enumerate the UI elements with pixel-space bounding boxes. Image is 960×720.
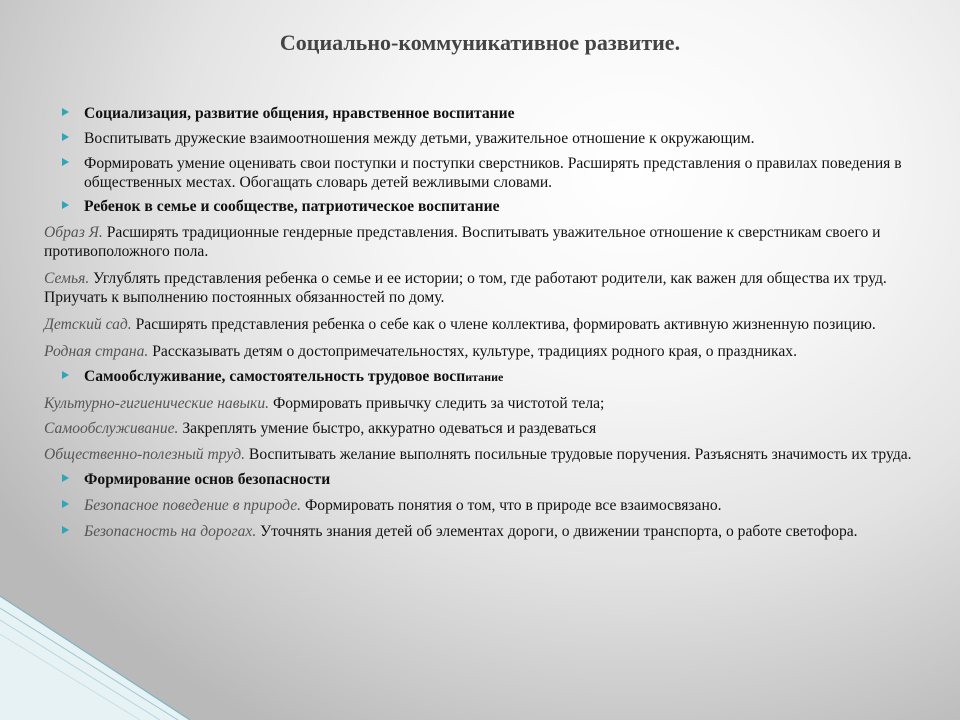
corner-decoration <box>0 580 190 720</box>
slide-title: Социально-коммуникативное развитие. <box>279 30 681 55</box>
paragraph: Культурно-гигиенические навыки. Формировать привычку следить за чистотой тела; <box>44 395 605 412</box>
paragraph: Детский сад. Расширять представления ребенка о себе как о члене коллектива, формировать активную жизненную позицию. <box>44 316 876 333</box>
paragraph: Образ Я. Расширять традиционные гендерные представления. Воспитывать уважительное отношение к сверстникам своего и противоположного пола. <box>44 224 881 260</box>
paragraph: Безопасность на дорогах. Уточнять знания детей об элементах дороги, о движении транспорта, о работе светофора. <box>44 522 924 541</box>
paragraph: Безопасное поведение в природе. Формировать понятия о том, что в природе все взаимосвязано. <box>44 496 924 515</box>
paragraph: Родная страна. Рассказывать детям о достопримечательностях, культуре, традициях родного края, о праздниках. <box>44 343 797 360</box>
section-heading: Формирование основ безопасности <box>44 470 924 489</box>
paragraph: Формировать умение оценивать свои поступки и поступки сверстников. Расширять представления о правилах поведения в общественных местах. Обогащать словарь детей вежливыми словами. <box>44 154 924 192</box>
paragraph: Самообслуживание. Закреплять умение быстро, аккуратно одеваться и раздеваться <box>44 420 597 437</box>
section-heading: Ребенок в семье и сообществе, патриотическое воспитание <box>44 197 924 216</box>
section-heading: Самообслуживание, самостоятельность трудовое воспитание <box>44 367 924 387</box>
content-body <box>44 104 924 540</box>
section-heading: Социализация, развитие общения, нравственное воспитание <box>44 104 924 123</box>
paragraph: Семья. Углублять представления ребенка о семье и ее истории; о том, где работают родители, как важен для общества их труд. Приучать к выполнению постоянных обязанностей по дому. <box>44 270 887 306</box>
paragraph: Воспитывать дружеские взаимоотношения между детьми, уважительное отношение к окружающим. <box>44 129 924 148</box>
paragraph: Общественно-полезный труд. Воспитывать желание выполнять посильные трудовые поручения. Разъяснять значимость их труда. <box>44 446 912 463</box>
